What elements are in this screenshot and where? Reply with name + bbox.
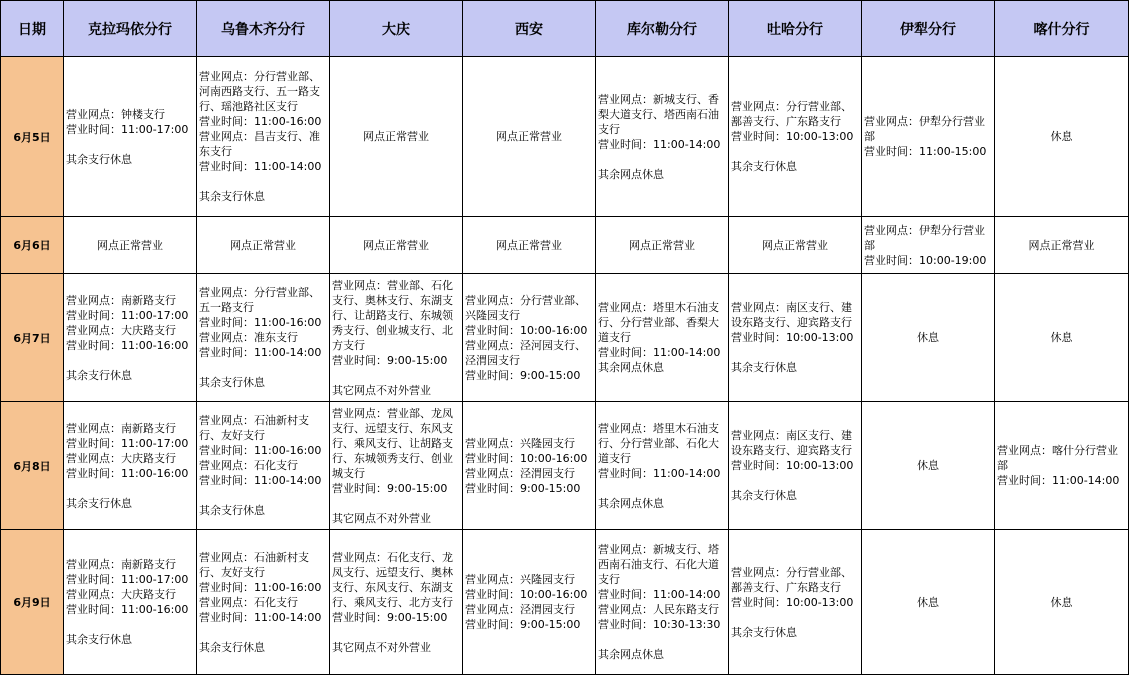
schedule-line: 营业网点：石化支行 bbox=[199, 595, 298, 609]
schedule-line: 营业时间：11:00-14:00 bbox=[598, 588, 721, 601]
date-column-header: 日期 bbox=[1, 1, 64, 57]
branch-schedule-cell bbox=[64, 57, 197, 217]
branch-schedule-cell bbox=[729, 530, 862, 675]
schedule-line: 营业时间：10:00-13:00 bbox=[731, 459, 854, 472]
schedule-line bbox=[598, 152, 726, 167]
schedule-line: 营业时间：11:00-17:00 bbox=[66, 122, 189, 136]
schedule-line: 营业时间：11:00-15:00 bbox=[864, 145, 987, 158]
schedule-line: 营业时间：11:00-16:00 bbox=[199, 444, 322, 457]
branch-schedule-cell bbox=[463, 530, 596, 675]
schedule-line bbox=[66, 617, 194, 632]
schedule-line: 其它网点不对外营业 bbox=[332, 383, 431, 397]
branch-schedule-cell bbox=[64, 402, 197, 530]
branch-schedule-cell bbox=[463, 217, 596, 274]
branch-schedule-cell bbox=[995, 402, 1129, 530]
schedule-line: 营业网点：泾渭园支行 bbox=[465, 603, 575, 616]
schedule-line bbox=[598, 632, 726, 647]
schedule-body bbox=[1, 57, 1129, 675]
date-cell: 6月5日 bbox=[1, 57, 64, 217]
schedule-line: 其余支行休息 bbox=[731, 361, 797, 374]
schedule-line: 营业时间：9:00-15:00 bbox=[332, 353, 448, 367]
date-cell: 6月8日 bbox=[1, 402, 64, 530]
schedule-line: 营业网点：石油新村支行、友好支行 bbox=[199, 550, 309, 579]
date-cell: 6月6日 bbox=[1, 217, 64, 274]
schedule-line: 网点正常营业 bbox=[496, 130, 562, 143]
schedule-line: 网点正常营业 bbox=[1028, 238, 1095, 252]
branch-schedule-cell bbox=[862, 274, 995, 402]
schedule-line: 营业网点：钟楼支行 bbox=[66, 107, 165, 121]
schedule-line: 营业网点：准东支行 bbox=[199, 331, 298, 344]
schedule-line: 网点正常营业 bbox=[629, 238, 695, 252]
schedule-line bbox=[199, 174, 327, 189]
schedule-line: 营业时间：10:00-16:00 bbox=[465, 323, 588, 337]
schedule-row bbox=[1, 274, 1129, 402]
schedule-line: 其余支行休息 bbox=[731, 625, 797, 639]
schedule-line: 营业网点：南新路支行 bbox=[66, 293, 176, 307]
branch-column-header: 喀什分行 bbox=[995, 1, 1129, 57]
schedule-line bbox=[199, 488, 327, 503]
schedule-line: 营业时间：10:00-13:00 bbox=[731, 595, 854, 609]
schedule-line: 营业时间：11:00-17:00 bbox=[66, 308, 189, 322]
schedule-line: 营业时间：11:00-17:00 bbox=[66, 573, 189, 586]
schedule-line: 营业网点：伊犁分行营业部 bbox=[864, 223, 985, 252]
schedule-line: 营业时间：9:00-15:00 bbox=[465, 618, 581, 631]
schedule-line: 营业网点：石化支行、龙凤支行、远望支行、奥林支行、东风支行、东湖支行、乘风支行、北方支行 bbox=[332, 550, 453, 609]
schedule-line bbox=[66, 481, 194, 496]
schedule-line: 营业网点：塔里木石油支行、分行营业部、石化大道支行 bbox=[598, 421, 719, 465]
schedule-line: 营业网点：泾渭园支行 bbox=[465, 466, 575, 480]
schedule-line: 休息 bbox=[1050, 595, 1073, 609]
branch-schedule-cell bbox=[862, 57, 995, 217]
schedule-line: 其余支行休息 bbox=[66, 633, 132, 646]
schedule-line bbox=[731, 473, 859, 488]
schedule-line: 营业时间：11:00-14:00 bbox=[997, 474, 1120, 487]
schedule-line: 网点正常营业 bbox=[230, 238, 296, 252]
schedule-line: 营业网点：分行营业部、兴隆园支行 bbox=[465, 293, 586, 322]
branch-schedule-cell bbox=[330, 402, 463, 530]
date-cell: 6月9日 bbox=[1, 530, 64, 675]
branch-schedule-cell bbox=[463, 274, 596, 402]
schedule-line: 营业网点：泾河园支行、泾渭园支行 bbox=[465, 338, 586, 367]
branch-schedule-cell bbox=[729, 57, 862, 217]
branch-schedule-cell bbox=[463, 57, 596, 217]
schedule-line: 营业网点：南区支行、建设东路支行、迎宾路支行 bbox=[731, 301, 852, 329]
schedule-line: 营业时间：9:00-15:00 bbox=[465, 368, 581, 382]
schedule-line: 其它网点不对外营业 bbox=[332, 511, 431, 525]
schedule-line: 营业时间：11:00-14:00 bbox=[199, 610, 322, 624]
schedule-line: 营业网点：分行营业部、鄯善支行、广东路支行 bbox=[731, 565, 852, 594]
branch-schedule-cell bbox=[596, 274, 729, 402]
schedule-line: 其余网点休息 bbox=[598, 361, 664, 374]
schedule-line: 营业网点：石油新村支行、友好支行 bbox=[199, 414, 309, 442]
branch-schedule-cell bbox=[197, 530, 330, 675]
schedule-line: 营业网点：大庆路支行 bbox=[66, 323, 176, 337]
schedule-line bbox=[66, 137, 194, 152]
schedule-line: 其余支行休息 bbox=[66, 368, 132, 382]
schedule-line: 营业网点：兴隆园支行 bbox=[465, 436, 575, 450]
schedule-line: 营业时间：11:00-14:00 bbox=[199, 474, 322, 487]
schedule-line: 营业时间：11:00-14:00 bbox=[199, 160, 322, 173]
schedule-line: 营业网点：大庆路支行 bbox=[66, 588, 176, 601]
schedule-line: 营业网点：南新路支行 bbox=[66, 558, 176, 571]
schedule-line bbox=[332, 625, 460, 640]
schedule-line: 营业时间：11:00-16:00 bbox=[66, 338, 189, 352]
branch-column-header: 乌鲁木齐分行 bbox=[197, 1, 330, 57]
schedule-line: 其余支行休息 bbox=[199, 190, 265, 203]
schedule-line: 休息 bbox=[1050, 130, 1073, 143]
branch-schedule-cell bbox=[596, 57, 729, 217]
schedule-line: 其余网点休息 bbox=[598, 648, 664, 661]
schedule-line: 营业时间：9:00-15:00 bbox=[332, 481, 448, 495]
branch-schedule-cell bbox=[862, 530, 995, 675]
schedule-line: 其余支行休息 bbox=[199, 376, 265, 389]
schedule-line: 营业网点：分行营业部、鄯善支行、广东路支行 bbox=[731, 100, 852, 128]
schedule-line: 营业时间：11:00-14:00 bbox=[598, 346, 721, 359]
schedule-line: 营业时间：10:00-16:00 bbox=[465, 588, 588, 601]
schedule-line: 营业时间：10:30-13:30 bbox=[598, 618, 721, 631]
schedule-line: 营业时间：11:00-16:00 bbox=[199, 316, 322, 329]
schedule-line: 营业网点：兴隆园支行 bbox=[465, 573, 575, 586]
schedule-line: 营业网点：营业部、石化支行、奥林支行、东湖支行、让胡路支行、东城领秀支行、创业城支行、北方支行 bbox=[332, 278, 453, 352]
schedule-line: 营业时间：11:00-16:00 bbox=[66, 603, 189, 616]
branch-schedule-cell bbox=[64, 217, 197, 274]
schedule-line: 营业时间：11:00-14:00 bbox=[598, 466, 721, 480]
branch-schedule-cell bbox=[995, 217, 1129, 274]
schedule-line: 营业网点：伊犁分行营业部 bbox=[864, 115, 985, 143]
schedule-line: 营业网点：南新路支行 bbox=[66, 421, 176, 435]
schedule-line: 营业网点：分行营业部、五一路支行 bbox=[199, 286, 320, 314]
branch-schedule-cell bbox=[197, 217, 330, 274]
schedule-line: 其余支行休息 bbox=[731, 160, 797, 173]
branch-schedule-cell bbox=[729, 402, 862, 530]
branch-schedule-cell bbox=[197, 274, 330, 402]
header-row bbox=[1, 1, 1129, 57]
branch-schedule-cell bbox=[330, 530, 463, 675]
branch-column-header: 吐哈分行 bbox=[729, 1, 862, 57]
schedule-line bbox=[332, 368, 460, 383]
schedule-line: 营业时间：11:00-16:00 bbox=[199, 115, 322, 128]
schedule-line: 其余支行休息 bbox=[731, 489, 797, 502]
schedule-line: 营业时间：10:00-13:00 bbox=[731, 130, 854, 143]
schedule-line: 营业网点：人民东路支行 bbox=[598, 603, 719, 616]
schedule-line: 营业网点：塔里木石油支行、分行营业部、香梨大道支行 bbox=[598, 301, 719, 344]
schedule-line bbox=[731, 610, 859, 625]
branch-column-header: 西安 bbox=[463, 1, 596, 57]
schedule-line: 其余支行休息 bbox=[66, 152, 132, 166]
schedule-line: 营业网点：昌吉支行、准东支行 bbox=[199, 130, 320, 158]
schedule-line: 营业时间：11:00-16:00 bbox=[199, 580, 322, 594]
schedule-line: 网点正常营业 bbox=[97, 238, 163, 252]
schedule-line: 营业时间：9:00-15:00 bbox=[465, 481, 581, 495]
schedule-line: 营业网点：大庆路支行 bbox=[66, 451, 176, 465]
branch-schedule-cell bbox=[729, 274, 862, 402]
branch-schedule-cell bbox=[330, 274, 463, 402]
branch-schedule-cell bbox=[862, 402, 995, 530]
branch-schedule-cell bbox=[596, 402, 729, 530]
branch-schedule-cell bbox=[64, 530, 197, 675]
schedule-line: 营业时间：10:00-16:00 bbox=[465, 451, 588, 465]
schedule-line: 休息 bbox=[917, 331, 939, 344]
schedule-line: 营业网点：新城支行、塔西南石油支行、石化大道支行 bbox=[598, 543, 719, 586]
schedule-line: 营业时间：10:00-13:00 bbox=[731, 331, 854, 344]
branch-schedule-cell bbox=[995, 57, 1129, 217]
schedule-line: 营业网点：石化支行 bbox=[199, 459, 298, 472]
schedule-row bbox=[1, 530, 1129, 675]
branch-column-header: 伊犁分行 bbox=[862, 1, 995, 57]
schedule-line: 营业网点：分行营业部、河南西路支行、五一路支行、瑶池路社区支行 bbox=[199, 70, 320, 113]
schedule-row bbox=[1, 402, 1129, 530]
schedule-line: 营业网点：南区支行、建设东路支行、迎宾路支行 bbox=[731, 429, 852, 457]
schedule-row bbox=[1, 217, 1129, 274]
branch-schedule-cell bbox=[729, 217, 862, 274]
branch-schedule-cell bbox=[596, 530, 729, 675]
branch-column-header: 克拉玛依分行 bbox=[64, 1, 197, 57]
branch-column-header: 大庆 bbox=[330, 1, 463, 57]
schedule-line: 营业时间：11:00-14:00 bbox=[598, 137, 721, 151]
schedule-line: 其它网点不对外营业 bbox=[332, 640, 431, 654]
schedule-line bbox=[332, 496, 460, 511]
branch-schedule-cell bbox=[995, 274, 1129, 402]
schedule-line: 营业时间：9:00-15:00 bbox=[332, 610, 448, 624]
schedule-line bbox=[731, 345, 859, 360]
schedule-line: 营业网点：营业部、龙凤支行、远望支行、东风支行、乘风支行、让胡路支行、东城领秀支行、创业城支行 bbox=[332, 406, 453, 480]
schedule-line: 营业时间：11:00-17:00 bbox=[66, 436, 189, 450]
schedule-line: 营业时间：10:00-19:00 bbox=[864, 253, 987, 267]
schedule-line: 营业时间：11:00-16:00 bbox=[66, 466, 189, 480]
schedule-line: 其余支行休息 bbox=[199, 504, 265, 517]
branch-column-header: 库尔勒分行 bbox=[596, 1, 729, 57]
schedule-line: 休息 bbox=[917, 459, 939, 472]
schedule-line: 网点正常营业 bbox=[363, 130, 429, 143]
date-cell: 6月7日 bbox=[1, 274, 64, 402]
schedule-line bbox=[199, 625, 327, 640]
branch-schedule-cell bbox=[995, 530, 1129, 675]
branch-schedule-cell bbox=[197, 402, 330, 530]
schedule-row bbox=[1, 57, 1129, 217]
schedule-line bbox=[66, 353, 194, 368]
branch-schedule-cell bbox=[862, 217, 995, 274]
branch-schedule-cell bbox=[463, 402, 596, 530]
schedule-line: 休息 bbox=[917, 595, 939, 609]
branch-schedule-cell bbox=[330, 57, 463, 217]
branch-schedule-cell bbox=[64, 274, 197, 402]
branch-schedule-cell bbox=[197, 57, 330, 217]
schedule-line: 网点正常营业 bbox=[762, 238, 828, 252]
schedule-line bbox=[199, 360, 327, 375]
schedule-line bbox=[731, 144, 859, 159]
schedule-line: 网点正常营业 bbox=[363, 238, 429, 252]
schedule-line: 营业网点：新城支行、香梨大道支行、塔西南石油支行 bbox=[598, 92, 719, 136]
schedule-line: 营业时间：11:00-14:00 bbox=[199, 346, 322, 359]
schedule-line: 其余网点休息 bbox=[598, 496, 664, 510]
branch-schedule-cell bbox=[330, 217, 463, 274]
schedule-line: 其余网点休息 bbox=[598, 167, 664, 181]
schedule-line bbox=[598, 481, 726, 496]
branch-schedule-cell bbox=[596, 217, 729, 274]
schedule-line: 休息 bbox=[1050, 331, 1073, 344]
schedule-line: 其余支行休息 bbox=[199, 640, 265, 654]
schedule-line: 网点正常营业 bbox=[496, 238, 562, 252]
schedule-line: 其余支行休息 bbox=[66, 496, 132, 510]
schedule-line: 营业网点：喀什分行营业部 bbox=[997, 444, 1118, 472]
